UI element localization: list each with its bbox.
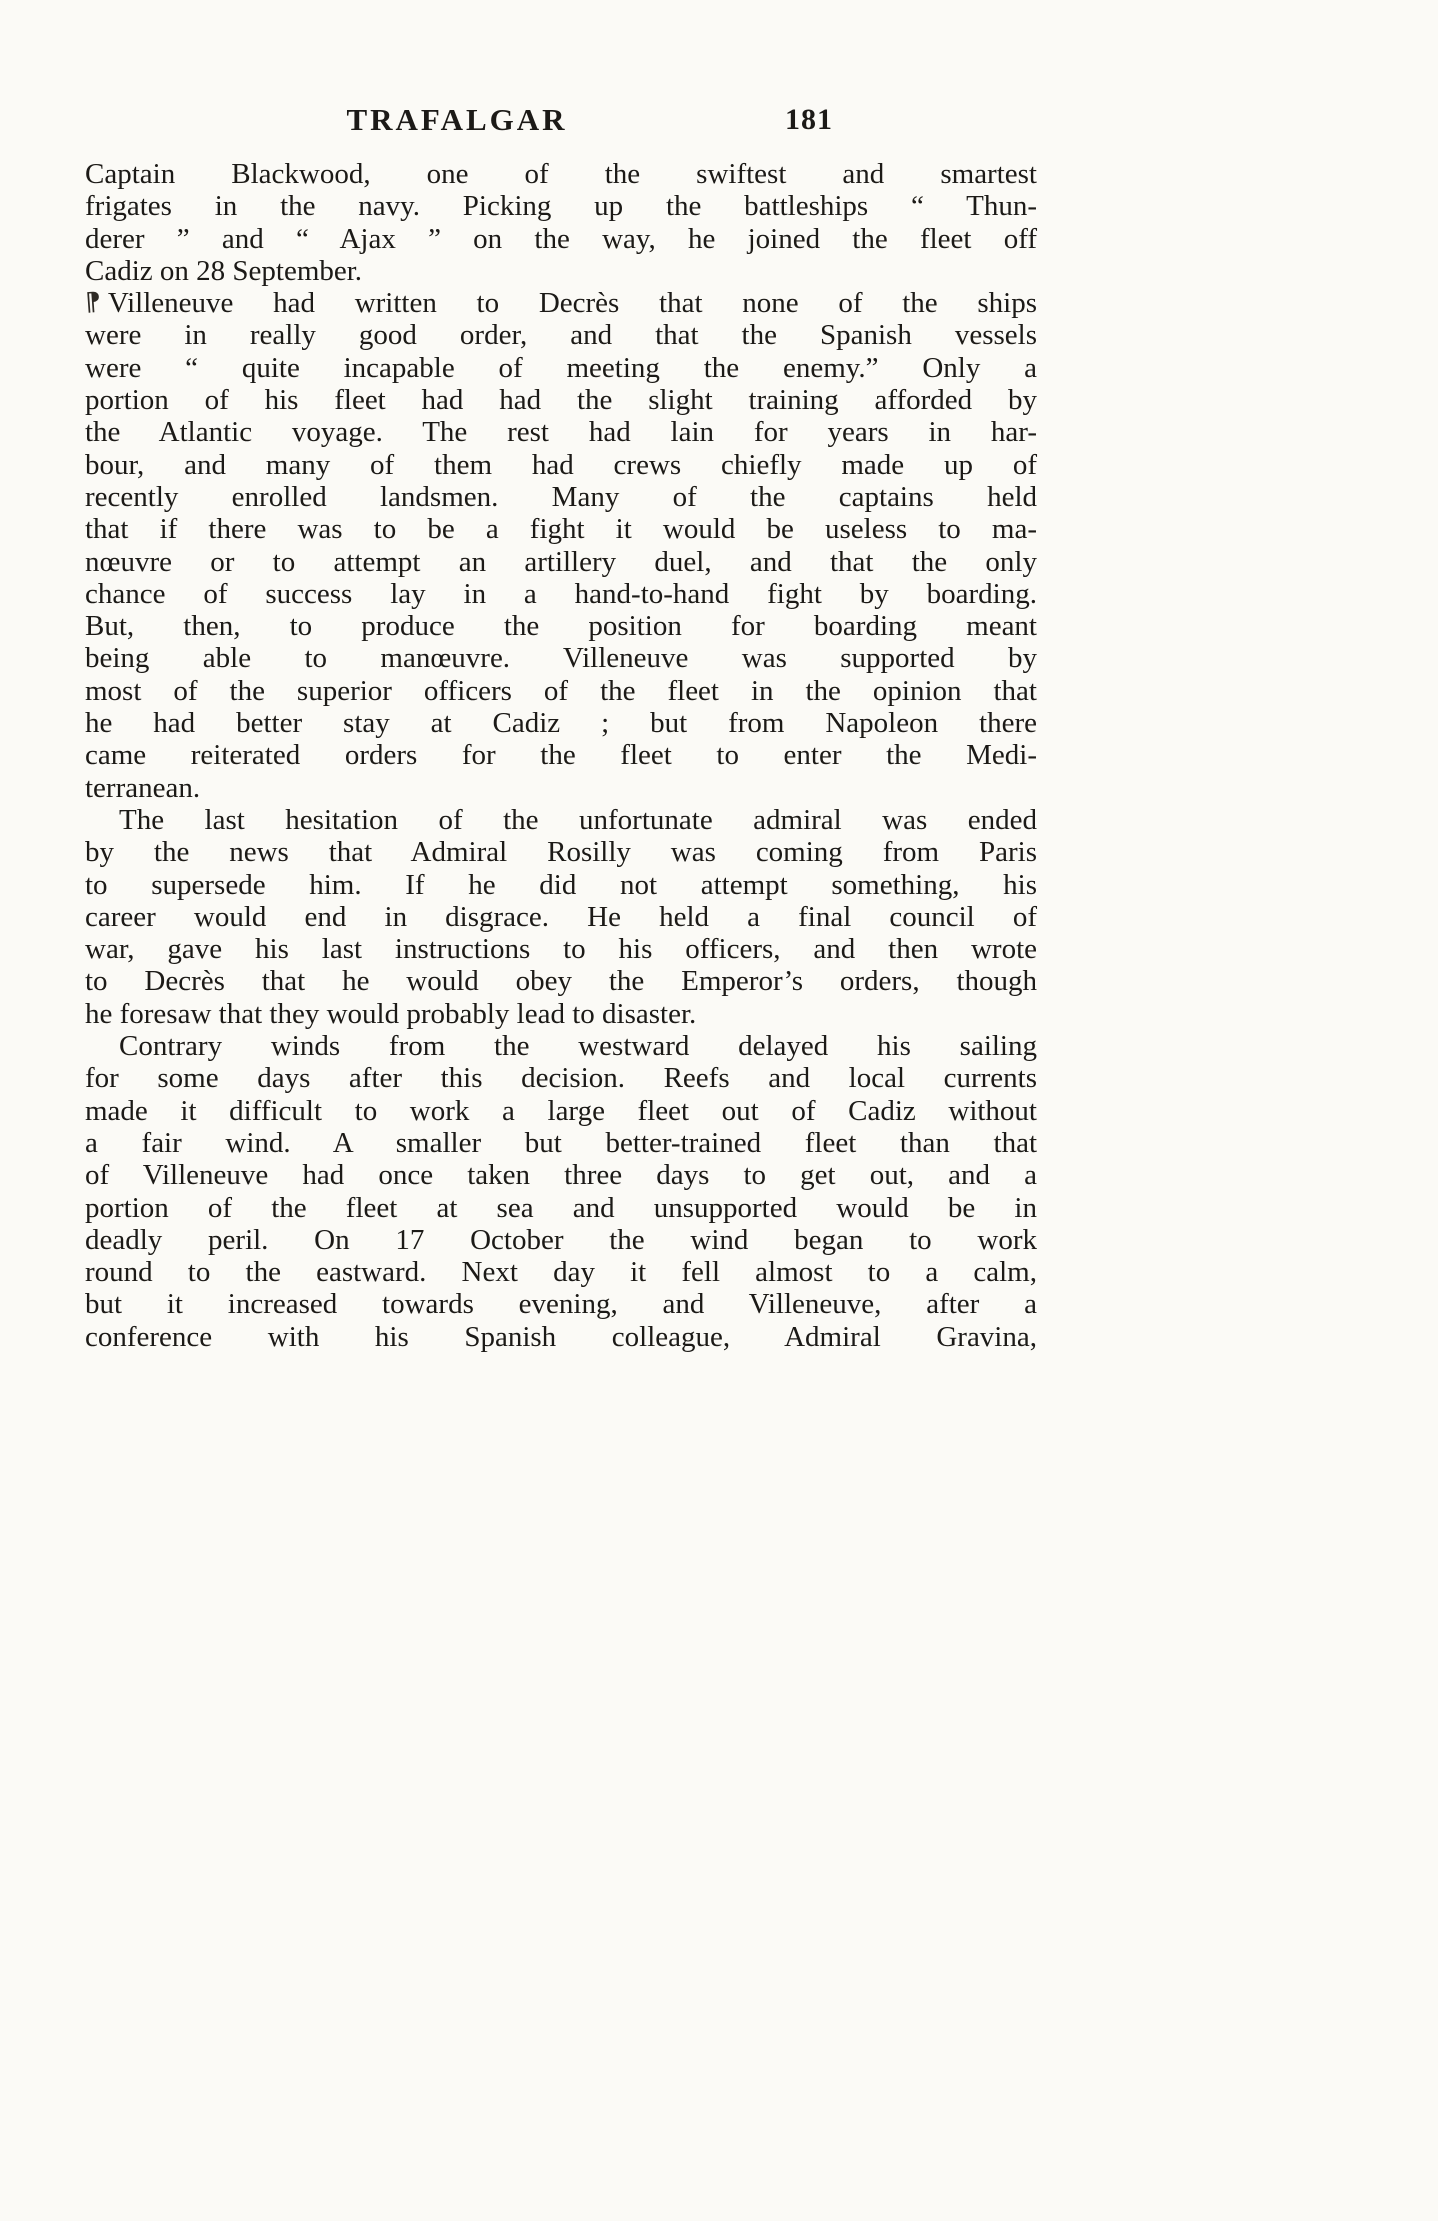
text-line: chance of success lay in a hand-to-hand fight by boarding.: [85, 577, 1037, 610]
text-line: were “ quite incapable of meeting the enemy.” Only a: [85, 351, 1037, 384]
page-number: 181: [785, 103, 833, 136]
text-line: Captain Blackwood, one of the swiftest and smartest: [85, 158, 1037, 190]
running-title: TRAFALGAR: [346, 102, 568, 137]
text-line: The last hesitation of the unfortunate admiral was ended: [119, 803, 1037, 836]
paragraph: [85, 1030, 1037, 1353]
text-line: came reiterated orders for the fleet to enter the Medi-: [85, 739, 1037, 772]
text-line: But, then, to produce the position for boarding meant: [85, 610, 1037, 643]
text-line: the Atlantic voyage. The rest had lain for years in har-: [85, 416, 1037, 449]
text-line: were in really good order, and that the Spanish vessels: [85, 319, 1037, 352]
text-line: made it difficult to work a large fleet out of Cadiz without: [85, 1094, 1037, 1127]
text-line: derer ” and “ Ajax ” on the way, he joined the fleet off: [85, 222, 1037, 255]
text-line: portion of his fleet had had the slight training afforded by: [85, 384, 1037, 417]
text-line: recently enrolled landsmen. Many of the captains held: [85, 480, 1037, 513]
paragraph: [85, 804, 1037, 1030]
text-line: but it increased towards evening, and Villeneuve, after a: [85, 1288, 1037, 1321]
text-line: for some days after this decision. Reefs and local currents: [85, 1062, 1037, 1095]
insertion-mark-icon: ⁋: [83, 286, 102, 317]
text-line: to Decrès that he would obey the Emperor’s orders, though: [85, 965, 1037, 998]
text-line: to supersede him. If he did not attempt something, his: [85, 868, 1037, 901]
text-line: he foresaw that they would probably lead to disaster.: [85, 997, 697, 1030]
paragraph: [85, 158, 1037, 287]
text-line: nœuvre or to attempt an artillery duel, and that the only: [85, 545, 1037, 578]
text-line: conference with his Spanish colleague, Admiral Gravina,: [85, 1320, 1037, 1353]
text-line: career would end in disgrace. He held a final council of: [85, 900, 1037, 933]
type-area: [85, 102, 1037, 1353]
text-block: [85, 158, 1037, 1353]
text-line: ⁋ Villeneuve had written to Decrès that none of the ships: [83, 286, 1037, 320]
paragraph: [85, 287, 1037, 804]
text-line: most of the superior officers of the fleet in the opinion that: [85, 674, 1037, 707]
text-line: a fair wind. A smaller but better-trained fleet than that: [85, 1126, 1037, 1159]
text-line: Cadiz on 28 September.: [85, 254, 363, 287]
text-line: frigates in the navy. Picking up the battleships “ Thun-: [85, 190, 1037, 223]
text-line: being able to manœuvre. Villeneuve was supported by: [85, 642, 1037, 675]
text-line: that if there was to be a fight it would be useless to ma-: [85, 513, 1037, 546]
text-line: deadly peril. On 17 October the wind began to work: [85, 1223, 1037, 1256]
text-line: round to the eastward. Next day it fell almost to a calm,: [85, 1256, 1037, 1289]
text-line: by the news that Admiral Rosilly was coming from Paris: [85, 836, 1037, 869]
text-line: of Villeneuve had once taken three days to get out, and a: [85, 1159, 1037, 1192]
text-line: he had better stay at Cadiz ; but from Napoleon there: [85, 707, 1037, 740]
text-line: terranean.: [85, 771, 201, 804]
text-line: war, gave his last instructions to his officers, and then wrote: [85, 933, 1037, 966]
page-header: [85, 102, 1037, 138]
text-line: bour, and many of them had crews chiefly made up of: [85, 448, 1037, 481]
text-line: portion of the fleet at sea and unsupported would be in: [85, 1191, 1037, 1224]
text-line: Contrary winds from the westward delayed his sailing: [119, 1030, 1037, 1063]
